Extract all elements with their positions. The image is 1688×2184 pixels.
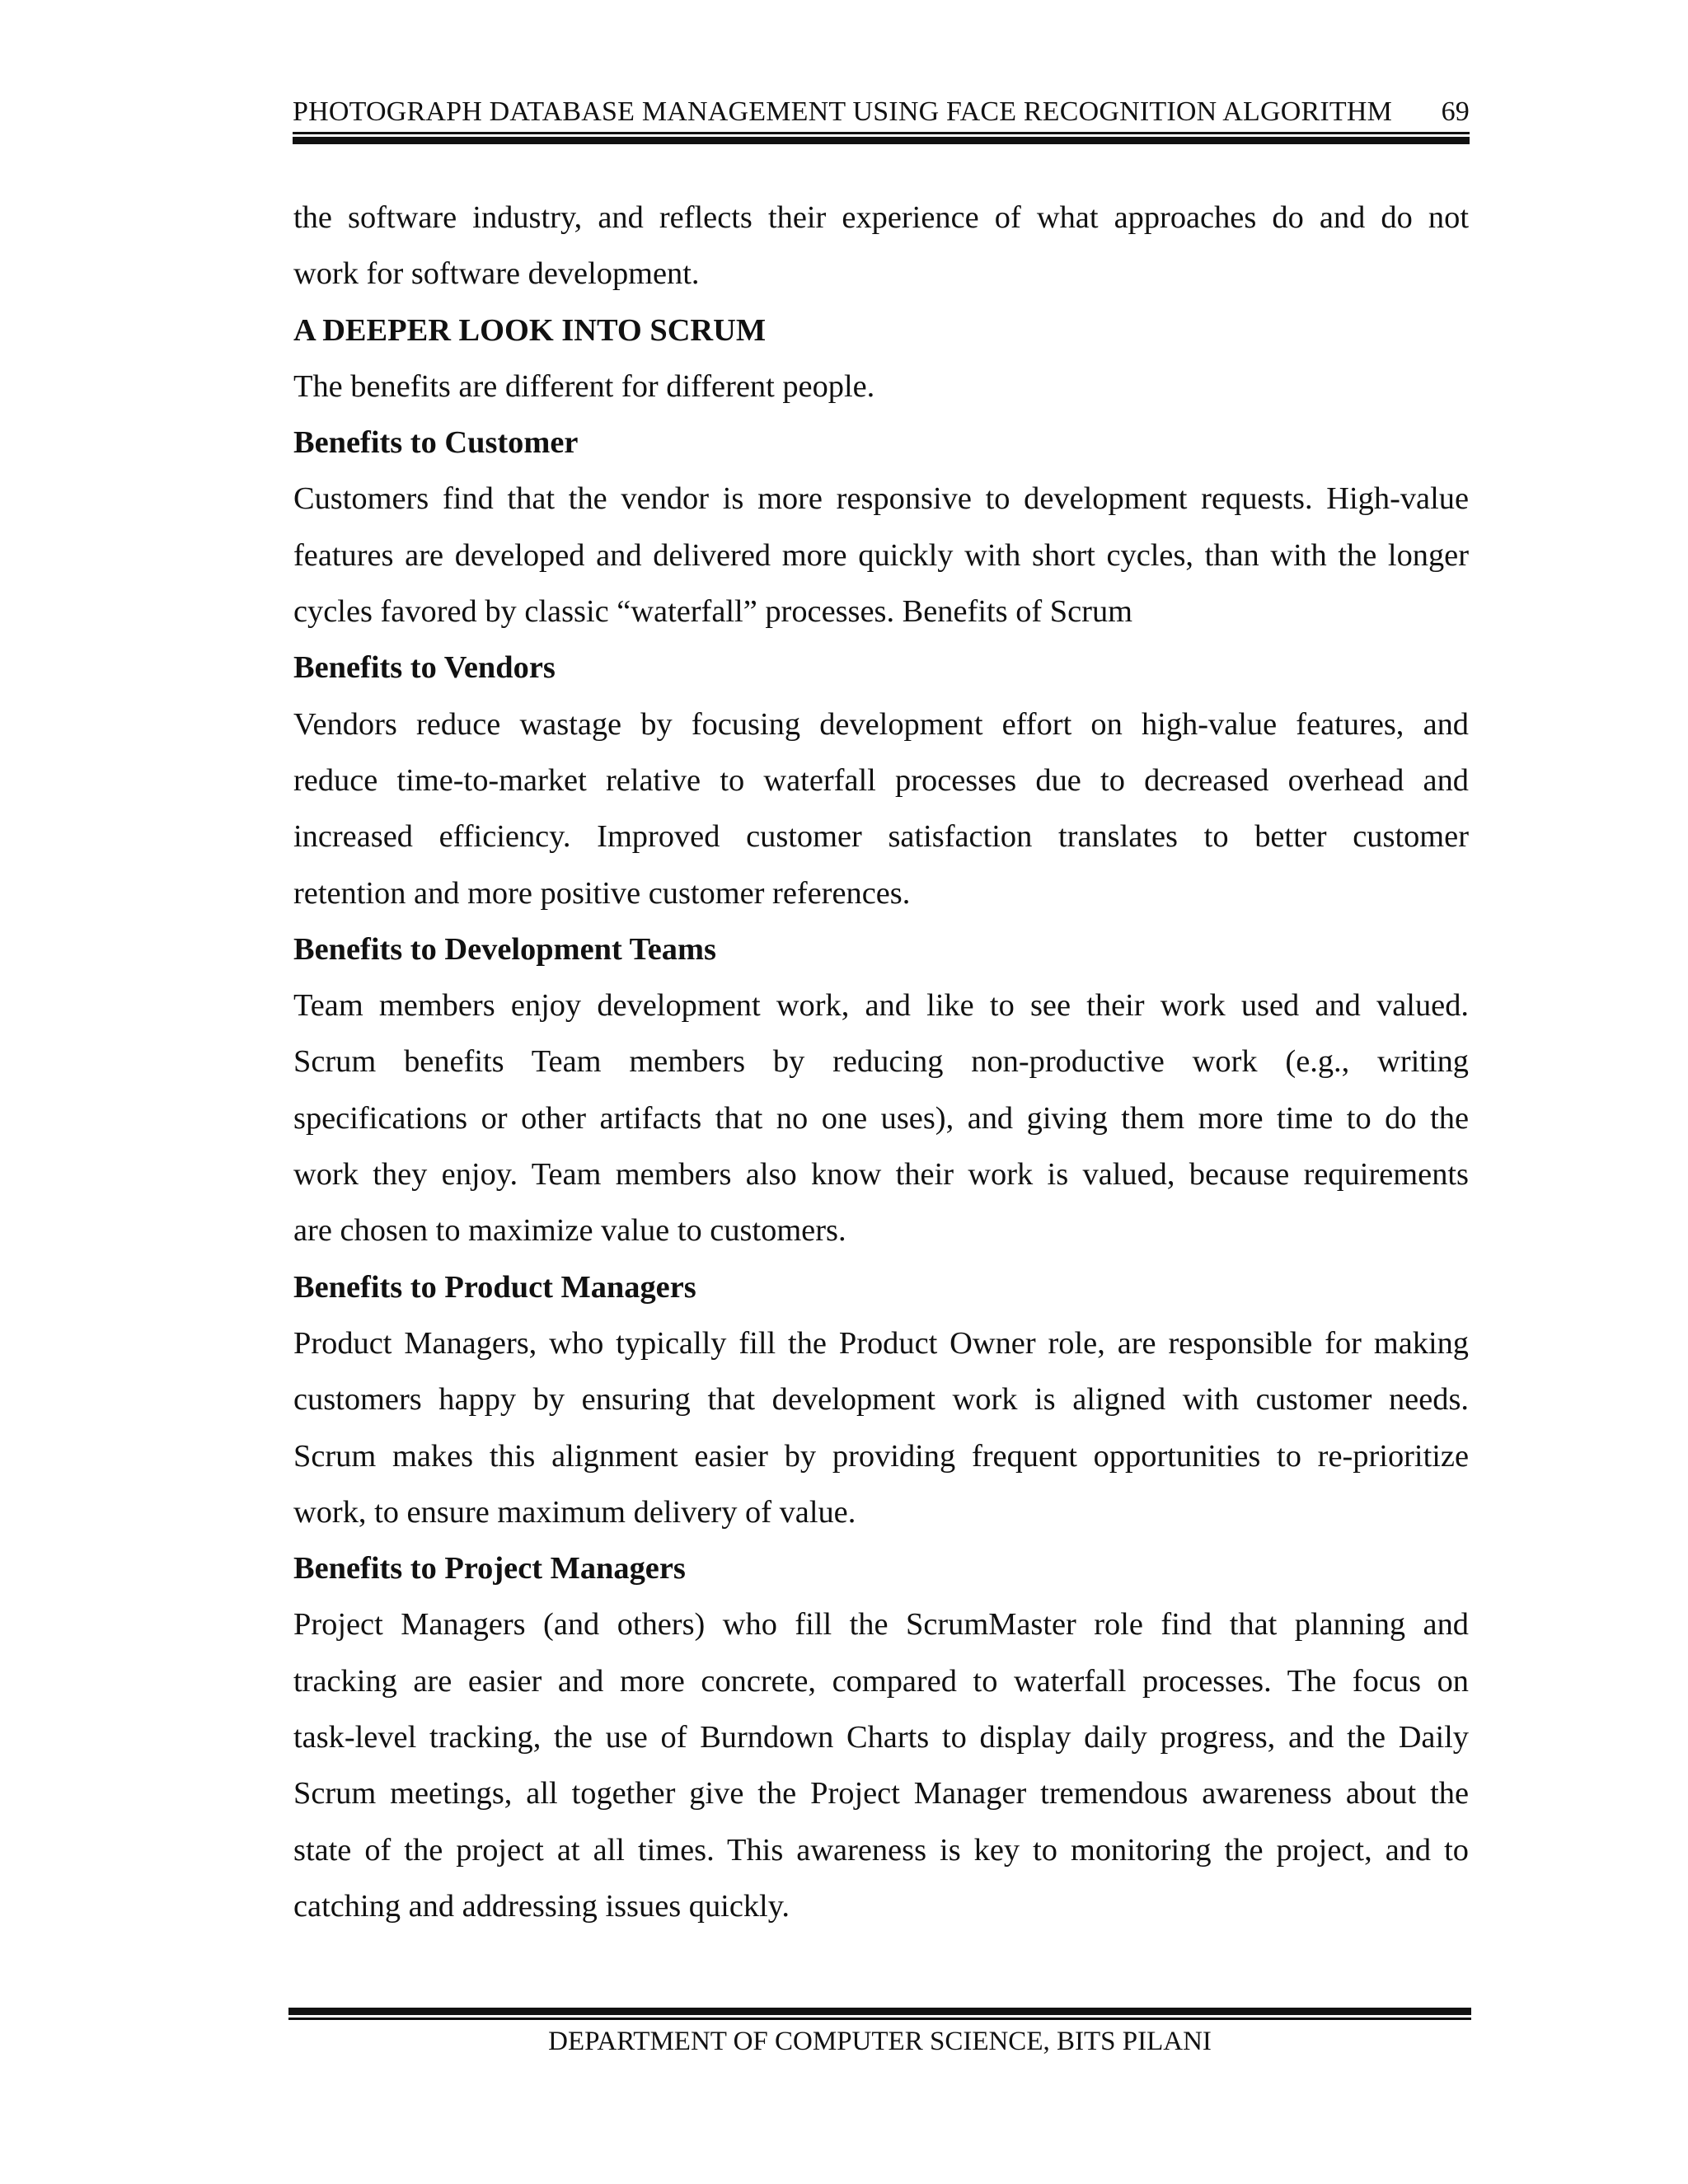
- page-header: [293, 92, 1470, 132]
- subsection-heading-vendors: Benefits to Vendors: [293, 650, 556, 686]
- header-rule-thick: [293, 137, 1470, 144]
- footer-rule-thick: [288, 2008, 1471, 2015]
- body-line: work they enjoy. Team members also know their work is valued, because requirements: [293, 1157, 1469, 1193]
- subsection-heading-product-managers: Benefits to Product Managers: [293, 1269, 696, 1305]
- body-line: Scrum meetings, all together give the Project Manager tremendous awareness about the: [293, 1776, 1469, 1811]
- body-line: are chosen to maximize value to customers.: [293, 1213, 846, 1249]
- body-line: the software industry, and reflects their experience of what approaches do and do not: [293, 200, 1469, 235]
- body-line: customers happy by ensuring that development work is aligned with customer needs.: [293, 1382, 1469, 1418]
- header-title: PHOTOGRAPH DATABASE MANAGEMENT USING FACE RECOGNITION ALGORITHM: [293, 96, 1393, 127]
- body-line: Scrum benefits Team members by reducing non-productive work (e.g., writing: [293, 1044, 1469, 1080]
- body-line: tracking are easier and more concrete, compared to waterfall processes. The focus on: [293, 1663, 1469, 1699]
- body-line: The benefits are different for different people.: [293, 368, 875, 404]
- section-heading: A DEEPER LOOK INTO SCRUM: [293, 312, 767, 348]
- body-line: Scrum makes this alignment easier by providing frequent opportunities to re-prioritize: [293, 1438, 1469, 1474]
- page-footer: DEPARTMENT OF COMPUTER SCIENCE, BITS PILANI: [548, 2027, 1212, 2056]
- body-line: cycles favored by classic “waterfall” processes. Benefits of Scrum: [293, 594, 1133, 630]
- footer-rule-thin: [288, 2018, 1471, 2020]
- page-number: 69: [1441, 96, 1470, 127]
- body-line: Product Managers, who typically fill the Product Owner role, are responsible for making: [293, 1325, 1469, 1361]
- body-line: specifications or other artifacts that no one uses), and giving them more time to do the: [293, 1100, 1469, 1136]
- body-line: retention and more positive customer references.: [293, 875, 911, 911]
- body-line: Project Managers (and others) who fill the ScrumMaster role find that planning and: [293, 1607, 1469, 1643]
- body-line: features are developed and delivered more quickly with short cycles, than with the longer: [293, 537, 1469, 573]
- body-line: work for software development.: [293, 256, 700, 292]
- body-line: task-level tracking, the use of Burndown Charts to display daily progress, and the Daily: [293, 1720, 1469, 1755]
- body-line: reduce time-to-market relative to waterfall processes due to decreased overhead and: [293, 762, 1469, 798]
- body-line: Customers find that the vendor is more responsive to development requests. High-value: [293, 481, 1469, 517]
- page-body: [293, 190, 1469, 1934]
- header-rule-thin: [293, 132, 1470, 134]
- body-line: work, to ensure maximum delivery of value.: [293, 1494, 856, 1530]
- subsection-heading-customer: Benefits to Customer: [293, 425, 579, 461]
- body-line: increased efficiency. Improved customer satisfaction translates to better customer: [293, 819, 1469, 855]
- body-line: state of the project at all times. This awareness is key to monitoring the project, and to: [293, 1832, 1469, 1868]
- body-line: Vendors reduce wastage by focusing development effort on high-value features, and: [293, 706, 1469, 742]
- body-line: Team members enjoy development work, and like to see their work used and valued.: [293, 988, 1469, 1024]
- body-line: catching and addressing issues quickly.: [293, 1888, 790, 1924]
- subsection-heading-development-teams: Benefits to Development Teams: [293, 931, 716, 967]
- subsection-heading-project-managers: Benefits to Project Managers: [293, 1551, 686, 1586]
